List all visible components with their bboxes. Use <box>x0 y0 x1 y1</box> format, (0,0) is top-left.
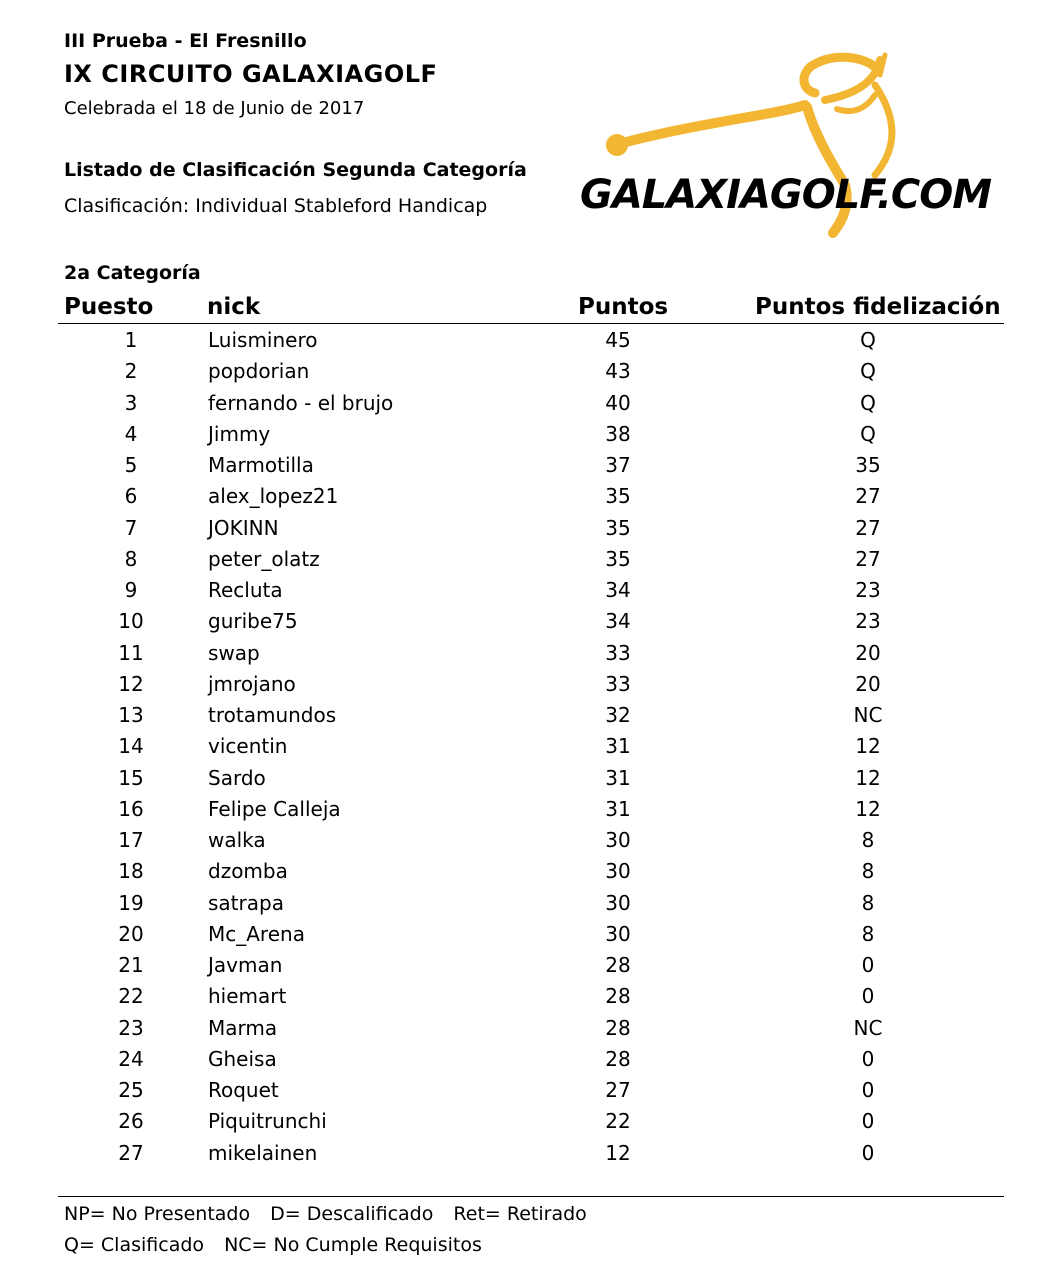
points-cell: 43 <box>605 359 631 384</box>
legend-item: Ret= Retirado <box>453 1203 587 1225</box>
footer-divider <box>58 1196 1004 1197</box>
loyalty-points-cell: 0 <box>861 984 875 1009</box>
loyalty-points-cell: 12 <box>855 765 881 790</box>
rank-cell: 21 <box>118 953 144 977</box>
points-cell: 38 <box>605 421 631 446</box>
points-cell: 28 <box>605 1015 631 1040</box>
points-cell: 31 <box>605 796 631 821</box>
points-cell: 32 <box>605 703 631 727</box>
nick-cell: peter_olatz <box>208 546 320 571</box>
rank-cell: 25 <box>118 1078 144 1102</box>
rank-cell: 8 <box>124 546 138 571</box>
nick-cell: jmrojano <box>208 671 296 696</box>
nick-cell: Gheisa <box>208 1046 277 1071</box>
nick-cell: walka <box>208 828 266 852</box>
rank-cell: 24 <box>118 1046 144 1071</box>
table-row <box>0 982 1062 1013</box>
loyalty-points-cell: Q <box>860 421 876 446</box>
legend-item: Q= Clasificado <box>64 1234 205 1256</box>
column-header-puesto: Puesto <box>64 294 154 320</box>
rank-cell: 9 <box>124 578 138 602</box>
table-row <box>0 389 1062 420</box>
table-row <box>0 764 1062 795</box>
loyalty-points-cell: 8 <box>861 890 875 915</box>
table-row <box>0 732 1062 763</box>
loyalty-points-cell: 8 <box>861 921 875 946</box>
points-cell: 30 <box>605 921 631 946</box>
points-cell: 34 <box>605 609 631 634</box>
loyalty-points-cell: 8 <box>861 859 875 884</box>
rank-cell: 11 <box>118 640 144 665</box>
category-label: 2a Categoría <box>64 262 201 284</box>
points-cell: 22 <box>605 1109 631 1134</box>
nick-cell: Marma <box>208 1015 278 1040</box>
loyalty-points-cell: 27 <box>855 515 881 540</box>
header-divider <box>58 323 1004 324</box>
loyalty-points-cell: NC <box>853 703 883 727</box>
loyalty-points-cell: 8 <box>861 828 875 852</box>
nick-cell: vicentin <box>208 734 288 759</box>
rank-cell: 4 <box>124 421 138 446</box>
rank-cell: 19 <box>118 890 144 915</box>
nick-cell: popdorian <box>208 359 310 384</box>
rank-cell: 10 <box>118 609 144 634</box>
rank-cell: 18 <box>118 859 144 884</box>
loyalty-points-cell: 23 <box>855 578 881 602</box>
loyalty-points-cell: 0 <box>861 953 875 977</box>
legend-item: NP= No Presentado <box>64 1203 251 1225</box>
table-row <box>0 545 1062 576</box>
points-cell: 30 <box>605 859 631 884</box>
nick-cell: Recluta <box>208 578 283 602</box>
rank-cell: 22 <box>118 984 144 1009</box>
points-cell: 31 <box>605 734 631 759</box>
nick-cell: Marmotilla <box>208 453 314 477</box>
event-date: Celebrada el 18 de Junio de 2017 <box>64 98 365 119</box>
points-cell: 30 <box>605 828 631 852</box>
nick-cell: satrapa <box>208 890 284 915</box>
rank-cell: 7 <box>124 515 138 540</box>
legend-item: NC= No Cumple Requisitos <box>224 1234 482 1256</box>
nick-cell: Piquitrunchi <box>208 1109 327 1134</box>
points-cell: 34 <box>605 578 631 602</box>
points-cell: 30 <box>605 890 631 915</box>
rank-cell: 16 <box>118 796 144 821</box>
table-row <box>0 420 1062 451</box>
points-cell: 35 <box>605 484 631 509</box>
rank-cell: 1 <box>124 328 138 352</box>
loyalty-points-cell: 0 <box>861 1078 875 1102</box>
points-cell: 28 <box>605 984 631 1009</box>
classification-type: Clasificación: Individual Stableford Handicap <box>64 195 488 217</box>
table-row <box>0 639 1062 670</box>
table-row <box>0 576 1062 607</box>
rank-cell: 6 <box>124 484 138 509</box>
table-row <box>0 326 1062 357</box>
nick-cell: fernando - el brujo <box>208 390 394 415</box>
nick-cell: trotamundos <box>208 703 337 727</box>
table-row <box>0 1076 1062 1107</box>
table-row <box>0 451 1062 482</box>
table-row <box>0 889 1062 920</box>
nick-cell: Luisminero <box>208 328 318 352</box>
loyalty-points-cell: 20 <box>855 640 881 665</box>
rank-cell: 5 <box>124 453 138 477</box>
rank-cell: 20 <box>118 921 144 946</box>
table-row <box>0 951 1062 982</box>
rank-cell: 12 <box>118 671 144 696</box>
table-row <box>0 357 1062 388</box>
points-cell: 45 <box>605 328 631 352</box>
points-cell: 40 <box>605 390 631 415</box>
table-row <box>0 857 1062 888</box>
nick-cell: Sardo <box>208 765 266 790</box>
column-header-nick: nick <box>207 294 261 320</box>
loyalty-points-cell: 0 <box>861 1109 875 1134</box>
nick-cell: JOKINN <box>208 515 279 540</box>
table-row <box>0 1045 1062 1076</box>
table-row <box>0 920 1062 951</box>
rank-cell: 27 <box>118 1140 144 1165</box>
table-row <box>0 1107 1062 1138</box>
table-row <box>0 607 1062 638</box>
rank-cell: 15 <box>118 765 144 790</box>
nick-cell: alex_lopez21 <box>208 484 339 509</box>
nick-cell: dzomba <box>208 859 288 884</box>
loyalty-points-cell: 12 <box>855 796 881 821</box>
nick-cell: hiemart <box>208 984 287 1009</box>
points-cell: 33 <box>605 671 631 696</box>
legend-line-1 <box>64 1203 601 1225</box>
loyalty-points-cell: 23 <box>855 609 881 634</box>
rank-cell: 13 <box>118 703 144 727</box>
circuit-title: IX CIRCUITO GALAXIAGOLF <box>64 60 438 88</box>
loyalty-points-cell: Q <box>860 359 876 384</box>
column-header-fidelizacion: Puntos fidelización <box>755 294 1001 320</box>
loyalty-points-cell: 27 <box>855 546 881 571</box>
points-cell: 28 <box>605 953 631 977</box>
loyalty-points-cell: 35 <box>855 453 881 477</box>
points-cell: 31 <box>605 765 631 790</box>
table-row <box>0 670 1062 701</box>
rank-cell: 23 <box>118 1015 144 1040</box>
results-table <box>0 326 1062 1170</box>
nick-cell: guribe75 <box>208 609 298 634</box>
table-row <box>0 1014 1062 1045</box>
rank-cell: 3 <box>124 390 138 415</box>
nick-cell: Javman <box>208 953 283 977</box>
nick-cell: Jimmy <box>208 421 271 446</box>
loyalty-points-cell: NC <box>853 1015 883 1040</box>
points-cell: 33 <box>605 640 631 665</box>
brand-logo-text: GALAXIAGOLF.COM <box>580 172 992 218</box>
nick-cell: mikelainen <box>208 1140 318 1165</box>
table-row <box>0 514 1062 545</box>
points-cell: 28 <box>605 1046 631 1071</box>
loyalty-points-cell: Q <box>860 390 876 415</box>
points-cell: 37 <box>605 453 631 477</box>
loyalty-points-cell: 27 <box>855 484 881 509</box>
column-header-puntos: Puntos <box>578 294 669 320</box>
rank-cell: 14 <box>118 734 144 759</box>
legend-line-2 <box>64 1234 496 1256</box>
loyalty-points-cell: 20 <box>855 671 881 696</box>
points-cell: 35 <box>605 546 631 571</box>
points-cell: 12 <box>605 1140 631 1165</box>
table-row <box>0 826 1062 857</box>
table-row <box>0 701 1062 732</box>
nick-cell: Roquet <box>208 1078 279 1102</box>
points-cell: 27 <box>605 1078 631 1102</box>
rank-cell: 17 <box>118 828 144 852</box>
legend-item: D= Descalificado <box>270 1203 434 1225</box>
nick-cell: Mc_Arena <box>208 921 305 946</box>
nick-cell: swap <box>208 640 260 665</box>
loyalty-points-cell: 0 <box>861 1140 875 1165</box>
table-row <box>0 482 1062 513</box>
points-cell: 35 <box>605 515 631 540</box>
table-row <box>0 795 1062 826</box>
listing-title: Listado de Clasificación Segunda Categoría <box>64 159 527 181</box>
nick-cell: Felipe Calleja <box>208 796 341 821</box>
loyalty-points-cell: 0 <box>861 1046 875 1071</box>
rank-cell: 2 <box>124 359 138 384</box>
table-row <box>0 1139 1062 1170</box>
rank-cell: 26 <box>118 1109 144 1134</box>
loyalty-points-cell: Q <box>860 328 876 352</box>
loyalty-points-cell: 12 <box>855 734 881 759</box>
event-stage-title: III Prueba - El Fresnillo <box>64 30 307 52</box>
